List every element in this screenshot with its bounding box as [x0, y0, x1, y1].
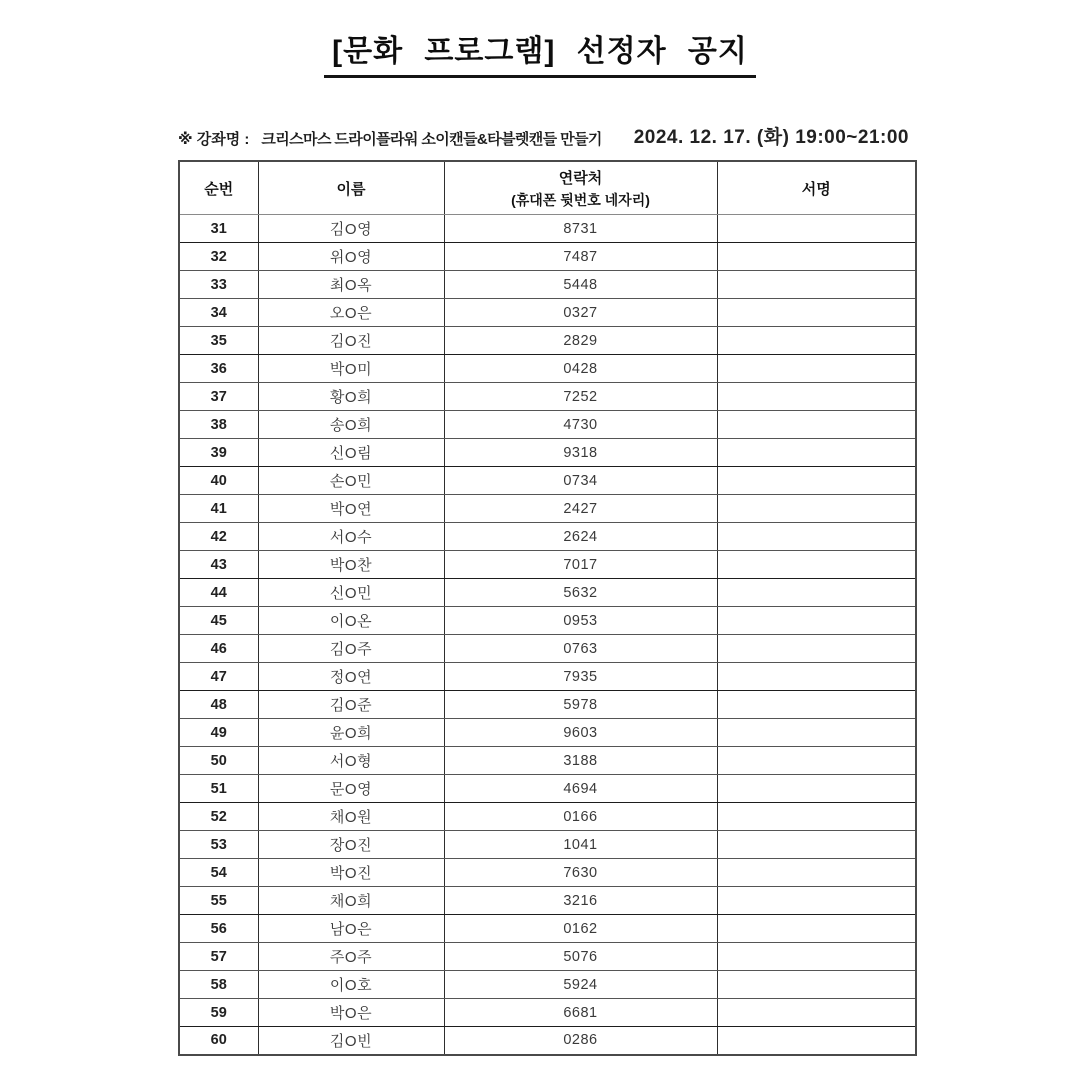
cell-no: 49: [179, 719, 258, 747]
table-row: [179, 495, 916, 523]
cell-name: 서O형: [258, 747, 444, 775]
cell-name: 김O진: [258, 327, 444, 355]
cell-phone: 0327: [444, 299, 717, 327]
cell-name: 장O진: [258, 831, 444, 859]
cell-phone: 7252: [444, 383, 717, 411]
cell-no: 50: [179, 747, 258, 775]
cell-signature: [717, 635, 916, 663]
title-area: [0, 26, 1080, 78]
cell-no: 38: [179, 411, 258, 439]
table-row: [179, 831, 916, 859]
cell-signature: [717, 1027, 916, 1055]
table-row: [179, 467, 916, 495]
cell-signature: [717, 971, 916, 999]
cell-phone: 5924: [444, 971, 717, 999]
table-body: [179, 215, 916, 1055]
cell-phone: 7935: [444, 663, 717, 691]
cell-name: 채O원: [258, 803, 444, 831]
table-row: [179, 299, 916, 327]
header-phone-sublabel: (휴대폰 뒷번호 네자리): [511, 191, 650, 208]
table-row: [179, 747, 916, 775]
table-row: [179, 551, 916, 579]
table-row: [179, 887, 916, 915]
cell-phone: 2829: [444, 327, 717, 355]
cell-no: 41: [179, 495, 258, 523]
cell-no: 56: [179, 915, 258, 943]
cell-no: 39: [179, 439, 258, 467]
cell-no: 52: [179, 803, 258, 831]
cell-name: 서O수: [258, 523, 444, 551]
header-phone: [444, 161, 717, 215]
cell-phone: 7487: [444, 243, 717, 271]
cell-phone: 1041: [444, 831, 717, 859]
cell-no: 58: [179, 971, 258, 999]
cell-signature: [717, 215, 916, 243]
table-row: [179, 355, 916, 383]
cell-signature: [717, 887, 916, 915]
cell-no: 48: [179, 691, 258, 719]
cell-phone: 2427: [444, 495, 717, 523]
table-row: [179, 383, 916, 411]
cell-phone: 0734: [444, 467, 717, 495]
cell-signature: [717, 299, 916, 327]
cell-signature: [717, 747, 916, 775]
cell-signature: [717, 943, 916, 971]
cell-no: 60: [179, 1027, 258, 1055]
cell-signature: [717, 663, 916, 691]
cell-no: 45: [179, 607, 258, 635]
cell-phone: 4694: [444, 775, 717, 803]
table-row: [179, 579, 916, 607]
cell-name: 박O찬: [258, 551, 444, 579]
cell-no: 57: [179, 943, 258, 971]
table-row: [179, 607, 916, 635]
cell-phone: 0428: [444, 355, 717, 383]
cell-phone: 7630: [444, 859, 717, 887]
cell-phone: 0286: [444, 1027, 717, 1055]
cell-signature: [717, 383, 916, 411]
table-row: [179, 663, 916, 691]
table-row: [179, 411, 916, 439]
cell-name: 채O희: [258, 887, 444, 915]
cell-name: 김O주: [258, 635, 444, 663]
header-name-label: 이름: [336, 180, 366, 198]
cell-signature: [717, 999, 916, 1027]
cell-signature: [717, 467, 916, 495]
table-row: [179, 859, 916, 887]
cell-signature: [717, 775, 916, 803]
cell-signature: [717, 607, 916, 635]
course-info-row: [178, 122, 915, 149]
table-row: [179, 999, 916, 1027]
participants-table: [178, 160, 917, 1056]
cell-name: 손O민: [258, 467, 444, 495]
cell-name: 박O연: [258, 495, 444, 523]
cell-no: 32: [179, 243, 258, 271]
cell-no: 35: [179, 327, 258, 355]
cell-signature: [717, 859, 916, 887]
cell-phone: 0953: [444, 607, 717, 635]
schedule-datetime: 2024. 12. 17. (화) 19:00~21:00: [633, 127, 909, 148]
cell-name: 박O진: [258, 859, 444, 887]
cell-no: 54: [179, 859, 258, 887]
cell-signature: [717, 551, 916, 579]
table-row: [179, 803, 916, 831]
cell-name: 위O영: [258, 243, 444, 271]
table-row: [179, 691, 916, 719]
header-no-label: 순번: [204, 180, 234, 198]
cell-signature: [717, 719, 916, 747]
cell-phone: 5632: [444, 579, 717, 607]
cell-name: 황O희: [258, 383, 444, 411]
cell-signature: [717, 327, 916, 355]
cell-phone: 9318: [444, 439, 717, 467]
table-row: [179, 523, 916, 551]
table-row: [179, 915, 916, 943]
cell-signature: [717, 579, 916, 607]
cell-name: 송O희: [258, 411, 444, 439]
cell-signature: [717, 243, 916, 271]
table-row: [179, 719, 916, 747]
table-row: [179, 439, 916, 467]
course-name: 크리스마스 드라이플라워 소이캔들&타블렛캔들 만들기: [261, 131, 602, 148]
course-info: [178, 128, 602, 149]
table-row: [179, 243, 916, 271]
course-label: ※ 강좌명 :: [178, 131, 250, 148]
cell-phone: 8731: [444, 215, 717, 243]
cell-signature: [717, 915, 916, 943]
cell-no: 34: [179, 299, 258, 327]
cell-phone: 0166: [444, 803, 717, 831]
cell-no: 31: [179, 215, 258, 243]
cell-name: 김O빈: [258, 1027, 444, 1055]
table-row: [179, 775, 916, 803]
cell-no: 53: [179, 831, 258, 859]
cell-phone: 3188: [444, 747, 717, 775]
cell-no: 40: [179, 467, 258, 495]
cell-no: 46: [179, 635, 258, 663]
cell-signature: [717, 803, 916, 831]
table-row: [179, 971, 916, 999]
header-row: [179, 161, 916, 215]
cell-name: 박O미: [258, 355, 444, 383]
table-row: [179, 327, 916, 355]
cell-phone: 4730: [444, 411, 717, 439]
cell-phone: 0162: [444, 915, 717, 943]
cell-signature: [717, 271, 916, 299]
table-row: [179, 1027, 916, 1055]
header-name: [258, 161, 444, 215]
cell-phone: 5978: [444, 691, 717, 719]
header-no: [179, 161, 258, 215]
cell-name: 남O은: [258, 915, 444, 943]
cell-no: 43: [179, 551, 258, 579]
table-row: [179, 271, 916, 299]
cell-no: 47: [179, 663, 258, 691]
cell-signature: [717, 691, 916, 719]
table-header: [179, 161, 916, 215]
cell-phone: 5076: [444, 943, 717, 971]
cell-name: 신O림: [258, 439, 444, 467]
cell-name: 최O옥: [258, 271, 444, 299]
cell-phone: 7017: [444, 551, 717, 579]
cell-name: 이O호: [258, 971, 444, 999]
cell-phone: 3216: [444, 887, 717, 915]
header-sign-label: 서명: [801, 180, 831, 198]
cell-name: 김O준: [258, 691, 444, 719]
cell-name: 오O은: [258, 299, 444, 327]
cell-phone: 0763: [444, 635, 717, 663]
header-phone-label: 연락처: [558, 169, 603, 187]
cell-phone: 2624: [444, 523, 717, 551]
cell-signature: [717, 411, 916, 439]
cell-name: 박O은: [258, 999, 444, 1027]
cell-no: 42: [179, 523, 258, 551]
cell-name: 윤O희: [258, 719, 444, 747]
cell-name: 문O영: [258, 775, 444, 803]
cell-phone: 6681: [444, 999, 717, 1027]
cell-name: 정O연: [258, 663, 444, 691]
cell-phone: 9603: [444, 719, 717, 747]
cell-no: 33: [179, 271, 258, 299]
cell-no: 44: [179, 579, 258, 607]
cell-no: 59: [179, 999, 258, 1027]
cell-signature: [717, 523, 916, 551]
cell-name: 김O영: [258, 215, 444, 243]
cell-no: 36: [179, 355, 258, 383]
table-row: [179, 635, 916, 663]
cell-phone: 5448: [444, 271, 717, 299]
cell-signature: [717, 439, 916, 467]
cell-no: 51: [179, 775, 258, 803]
cell-no: 37: [179, 383, 258, 411]
cell-no: 55: [179, 887, 258, 915]
cell-name: 주O주: [258, 943, 444, 971]
table-row: [179, 943, 916, 971]
cell-name: 이O온: [258, 607, 444, 635]
page-title: [문화 프로그램] 선정자 공지: [324, 26, 756, 78]
cell-signature: [717, 355, 916, 383]
cell-name: 신O민: [258, 579, 444, 607]
table-row: [179, 215, 916, 243]
header-sign: [717, 161, 916, 215]
cell-signature: [717, 831, 916, 859]
cell-signature: [717, 495, 916, 523]
